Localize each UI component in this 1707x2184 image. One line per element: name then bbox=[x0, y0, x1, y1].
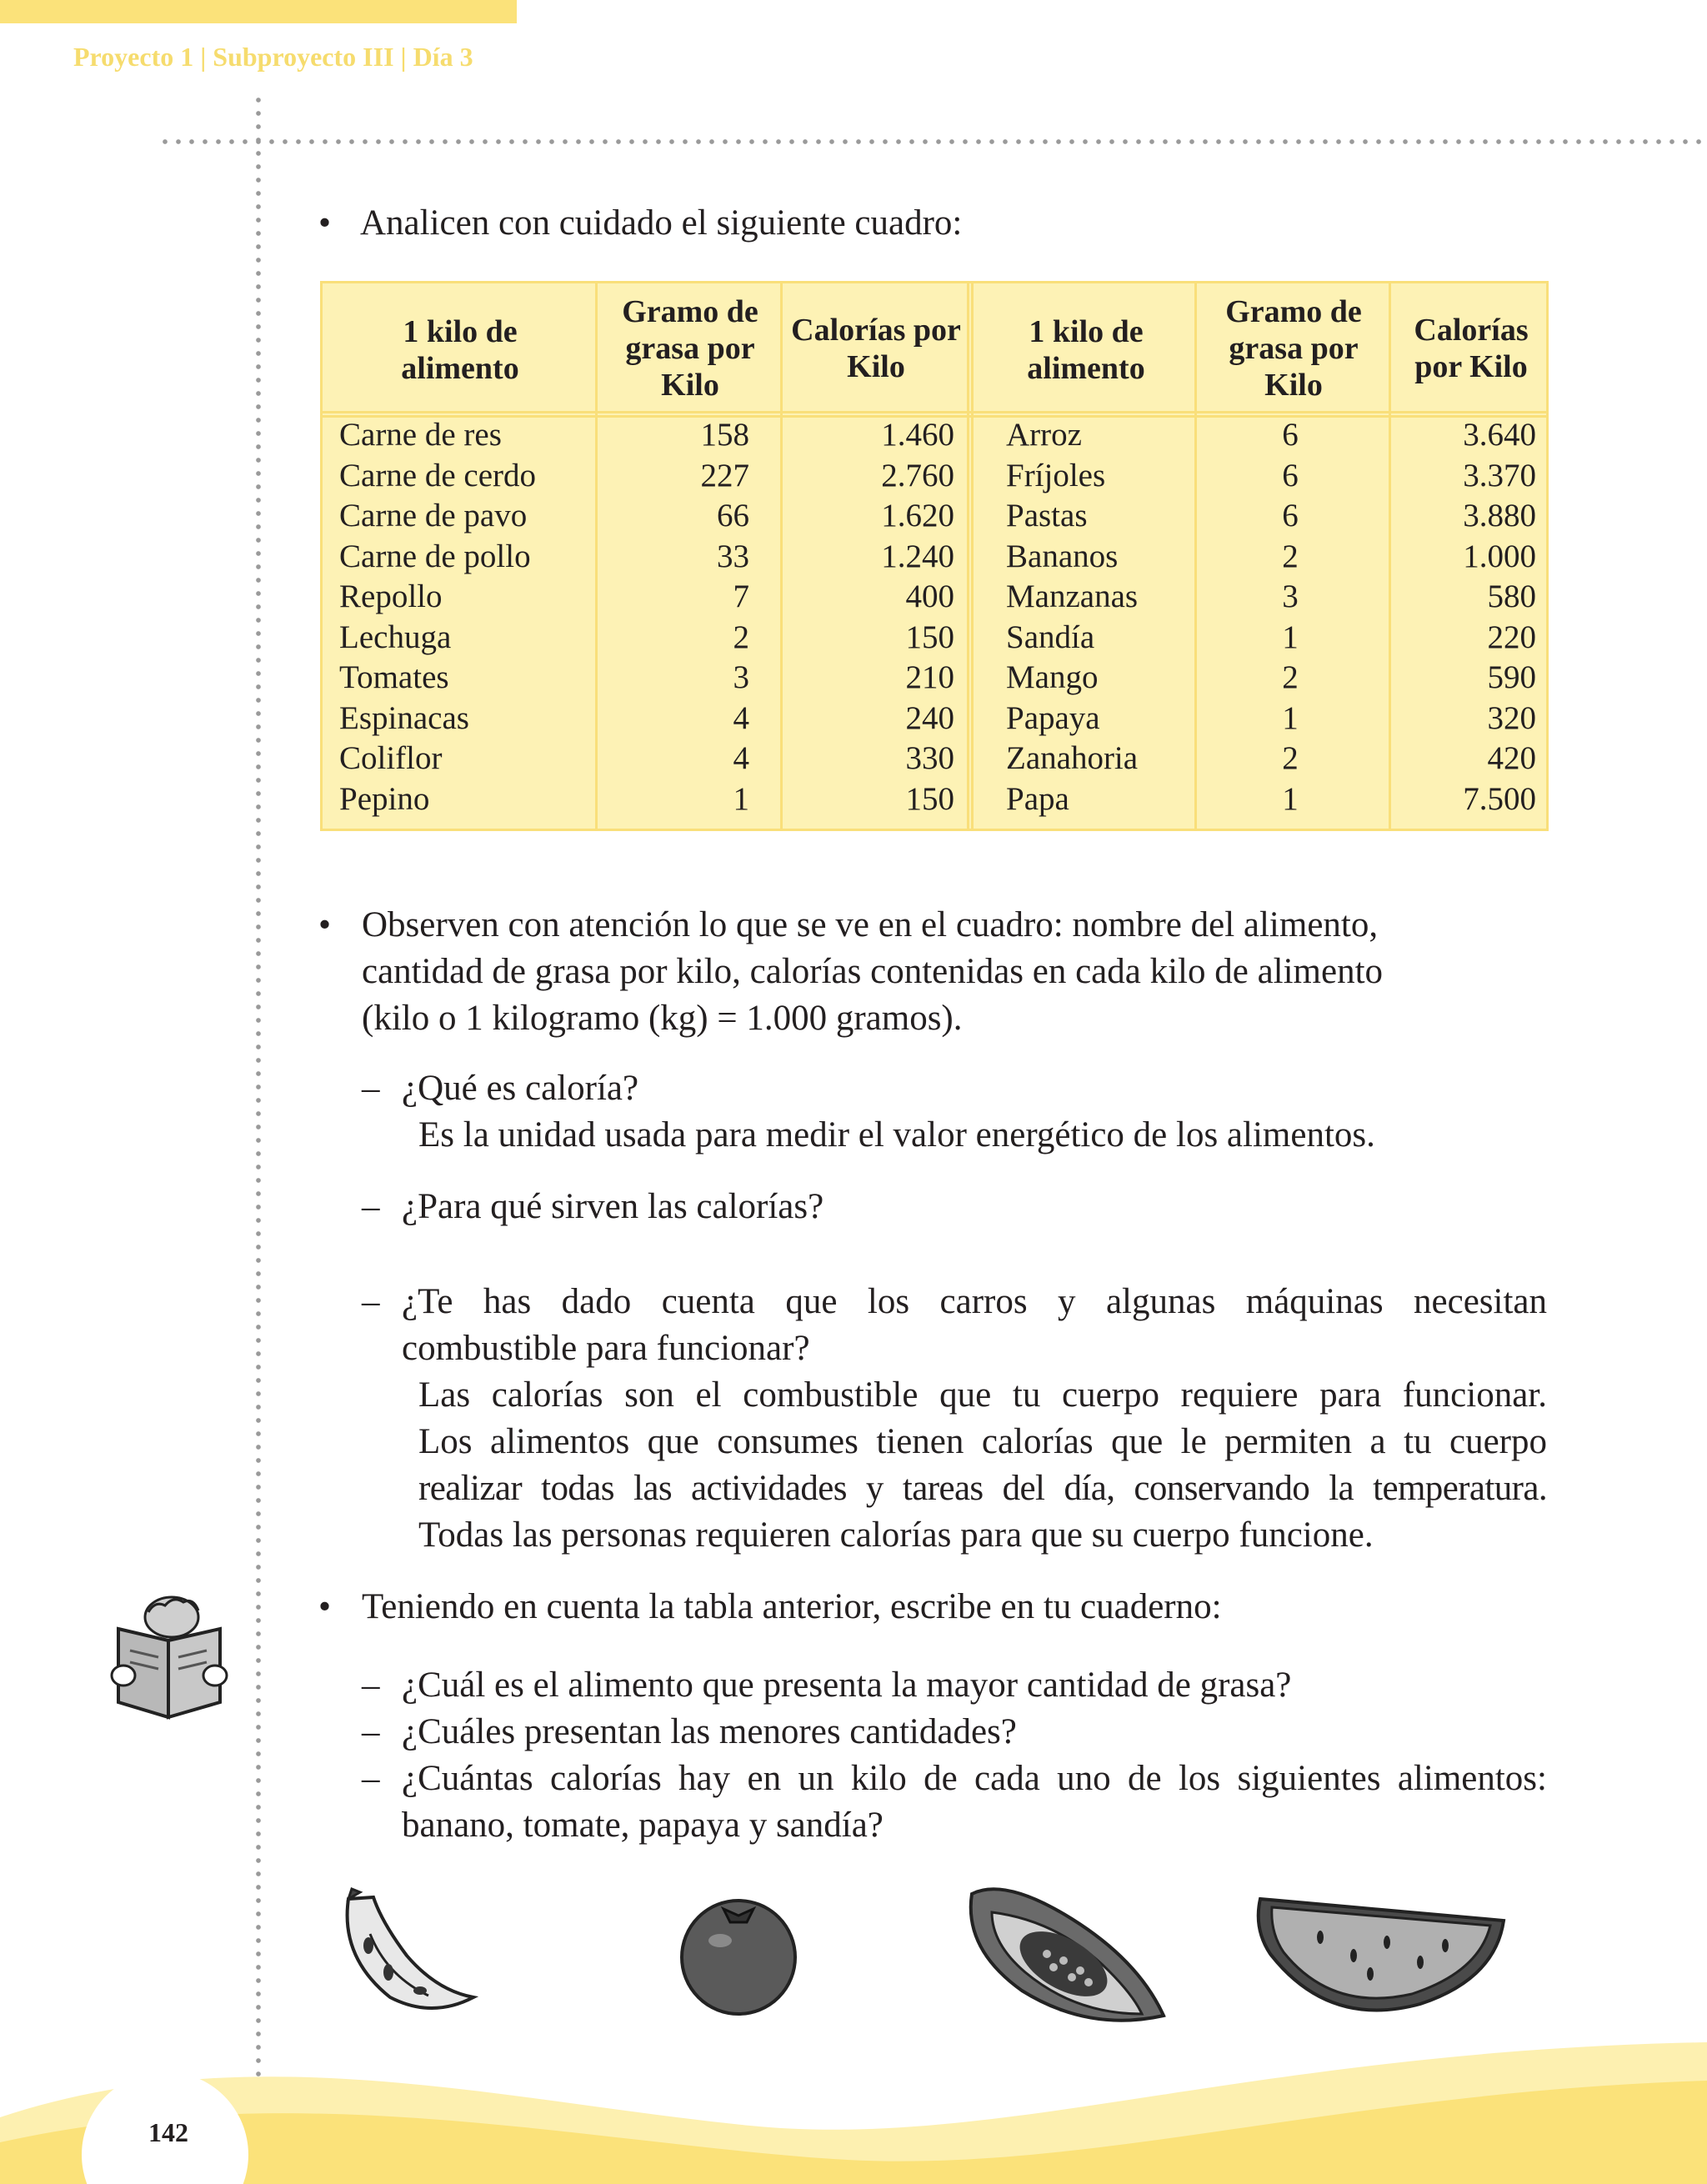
cell-food: Papa bbox=[1006, 780, 1069, 817]
cell-calories: 320 bbox=[1487, 699, 1536, 736]
cell-calories: 1.240 bbox=[881, 538, 954, 574]
q3-answer-line-2: Los alimentos que consumes tienen calorías que le permiten a tu cuerpo bbox=[418, 1422, 1547, 1461]
q1-dash: – bbox=[362, 1069, 380, 1108]
cell-calories: 3.370 bbox=[1463, 457, 1536, 493]
vertical-dotted-rule bbox=[255, 93, 262, 2077]
food-table bbox=[320, 281, 1549, 831]
cell-calories: 420 bbox=[1487, 740, 1536, 776]
table-header-fat-2: Gramo de grasa por Kilo bbox=[1225, 294, 1362, 403]
cell-food: Bananos bbox=[1006, 538, 1119, 574]
q2-question: ¿Para qué sirven las calorías? bbox=[402, 1187, 824, 1226]
cell-calories: 1.000 bbox=[1463, 538, 1536, 574]
cell-calories: 590 bbox=[1487, 659, 1536, 695]
task-2-dash: – bbox=[362, 1712, 380, 1751]
cell-calories: 3.880 bbox=[1463, 498, 1536, 533]
cell-food: Carne de cerdo bbox=[339, 457, 537, 493]
observe-line-1: Observen con atención lo que se ve en el cuadro: nombre del alimento, bbox=[362, 905, 1379, 944]
cell-food: Lechuga bbox=[339, 619, 452, 655]
cell-calories: 150 bbox=[905, 780, 954, 817]
cell-fat: 66 bbox=[717, 498, 749, 533]
cell-calories: 7.500 bbox=[1463, 780, 1536, 817]
table-col-divider bbox=[971, 283, 974, 829]
cell-calories: 220 bbox=[1487, 619, 1536, 655]
cell-fat: 3 bbox=[733, 659, 749, 695]
q3-answer-line-3: realizar todas las actividades y tareas del día, conservando la temperatura. bbox=[418, 1469, 1547, 1508]
cell-calories: 400 bbox=[905, 579, 954, 614]
task-1: ¿Cuál es el alimento que presenta la mayor cantidad de grasa? bbox=[402, 1666, 1292, 1705]
reading-child-icon bbox=[107, 1592, 232, 1727]
q3-answer-line-1: Las calorías son el combustible que tu cuerpo requiere para funcionar. bbox=[418, 1375, 1547, 1415]
table-header-calories: Calorías por Kilo bbox=[791, 313, 961, 384]
tomato-icon bbox=[673, 1889, 803, 2019]
cell-fat: 2 bbox=[733, 619, 749, 655]
page-header: Proyecto 1 | Subproyecto III | Día 3 bbox=[73, 42, 473, 72]
page-number: 142 bbox=[148, 2117, 188, 2147]
cell-food: Pepino bbox=[339, 780, 430, 817]
write-text: Teniendo en cuenta la tabla anterior, escribe en tu cuaderno: bbox=[362, 1587, 1222, 1626]
cell-fat: 158 bbox=[700, 417, 749, 453]
cell-fat: 2 bbox=[1282, 659, 1299, 695]
cell-food: Coliflor bbox=[339, 740, 443, 776]
cell-fat: 1 bbox=[1282, 699, 1299, 736]
q3-dash: – bbox=[362, 1282, 380, 1321]
cell-fat: 4 bbox=[733, 740, 749, 776]
cell-calories: 240 bbox=[905, 699, 954, 736]
cell-food: Sandía bbox=[1006, 619, 1095, 655]
table-col-divider bbox=[967, 283, 969, 829]
observe-line-3: (kilo o 1 kilogramo (kg) = 1.000 gramos). bbox=[362, 999, 963, 1038]
cell-fat: 7 bbox=[733, 579, 749, 614]
cell-calories: 3.640 bbox=[1463, 417, 1536, 453]
cell-fat: 2 bbox=[1282, 538, 1299, 574]
cell-calories: 150 bbox=[905, 619, 954, 655]
table-header-food: 1 kilo de alimento bbox=[401, 314, 519, 386]
q1-question: ¿Qué es caloría? bbox=[402, 1069, 639, 1108]
table-col-divider bbox=[1389, 283, 1391, 829]
cell-fat: 6 bbox=[1282, 417, 1299, 453]
cell-calories: 1.460 bbox=[881, 417, 954, 453]
table-header-calories-2: Calorías por Kilo bbox=[1414, 313, 1529, 384]
cell-fat: 227 bbox=[700, 457, 749, 493]
cell-fat: 4 bbox=[733, 699, 749, 736]
task-3-dash: – bbox=[362, 1759, 380, 1798]
table-col-divider bbox=[1194, 283, 1197, 829]
cell-food: Carne de pollo bbox=[339, 538, 531, 574]
cell-food: Repollo bbox=[339, 579, 443, 614]
task-3-line-1: ¿Cuántas calorías hay en un kilo de cada uno de los siguientes alimentos: bbox=[402, 1759, 1547, 1798]
observe-line-2: cantidad de grasa por kilo, calorías contenidas en cada kilo de alimento bbox=[362, 952, 1384, 991]
q3-answer-line-4: Todas las personas requieren calorías para que su cuerpo funcione. bbox=[418, 1515, 1374, 1555]
table-header-divider bbox=[323, 411, 1546, 413]
cell-fat: 6 bbox=[1282, 498, 1299, 533]
table-col-divider bbox=[780, 283, 783, 829]
table-header-fat: Gramo de grasa por Kilo bbox=[622, 294, 758, 403]
cell-food: Fríjoles bbox=[1006, 457, 1106, 493]
cell-food: Manzanas bbox=[1006, 579, 1139, 614]
task-3-line-2: banano, tomate, papaya y sandía? bbox=[402, 1806, 884, 1845]
cell-fat: 33 bbox=[717, 538, 749, 574]
table-header-food-2: 1 kilo de alimento bbox=[1027, 314, 1145, 386]
cell-fat: 1 bbox=[1282, 780, 1299, 817]
cell-food: Carne de pavo bbox=[339, 498, 528, 533]
cell-food: Papaya bbox=[1006, 699, 1100, 736]
cell-food: Zanahoria bbox=[1006, 740, 1139, 776]
q2-dash: – bbox=[362, 1187, 380, 1226]
horizontal-dotted-rule bbox=[158, 138, 1707, 145]
cell-food: Espinacas bbox=[339, 699, 469, 736]
table-col-divider bbox=[595, 283, 598, 829]
cell-calories: 1.620 bbox=[881, 498, 954, 533]
top-color-band bbox=[0, 0, 517, 23]
cell-fat: 2 bbox=[1282, 740, 1299, 776]
cell-fat: 6 bbox=[1282, 457, 1299, 493]
cell-fat: 1 bbox=[733, 780, 749, 817]
cell-calories: 2.760 bbox=[881, 457, 954, 493]
write-bullet: • bbox=[318, 1587, 332, 1626]
observe-bullet: • bbox=[318, 905, 332, 944]
banana-icon bbox=[337, 1884, 490, 2017]
intro-bullet: • bbox=[318, 203, 332, 243]
cell-food: Tomates bbox=[339, 659, 449, 695]
cell-food: Carne de res bbox=[339, 417, 502, 453]
bottom-wave-decoration bbox=[0, 2001, 1707, 2184]
q3-question-line-1: ¿Te has dado cuenta que los carros y algunas máquinas necesitan bbox=[402, 1282, 1547, 1321]
cell-food: Arroz bbox=[1006, 417, 1082, 453]
q3-question-line-2: combustible para funcionar? bbox=[402, 1329, 810, 1368]
task-2: ¿Cuáles presentan las menores cantidades? bbox=[402, 1712, 1017, 1751]
cell-calories: 330 bbox=[905, 740, 954, 776]
q1-answer: Es la unidad usada para medir el valor energético de los alimentos. bbox=[418, 1115, 1375, 1155]
intro-text: Analicen con cuidado el siguiente cuadro: bbox=[360, 203, 963, 243]
cell-fat: 3 bbox=[1282, 579, 1299, 614]
cell-food: Pastas bbox=[1006, 498, 1088, 533]
cell-food: Mango bbox=[1006, 659, 1099, 695]
cell-calories: 580 bbox=[1487, 579, 1536, 614]
task-1-dash: – bbox=[362, 1666, 380, 1705]
cell-fat: 1 bbox=[1282, 619, 1299, 655]
cell-calories: 210 bbox=[905, 659, 954, 695]
